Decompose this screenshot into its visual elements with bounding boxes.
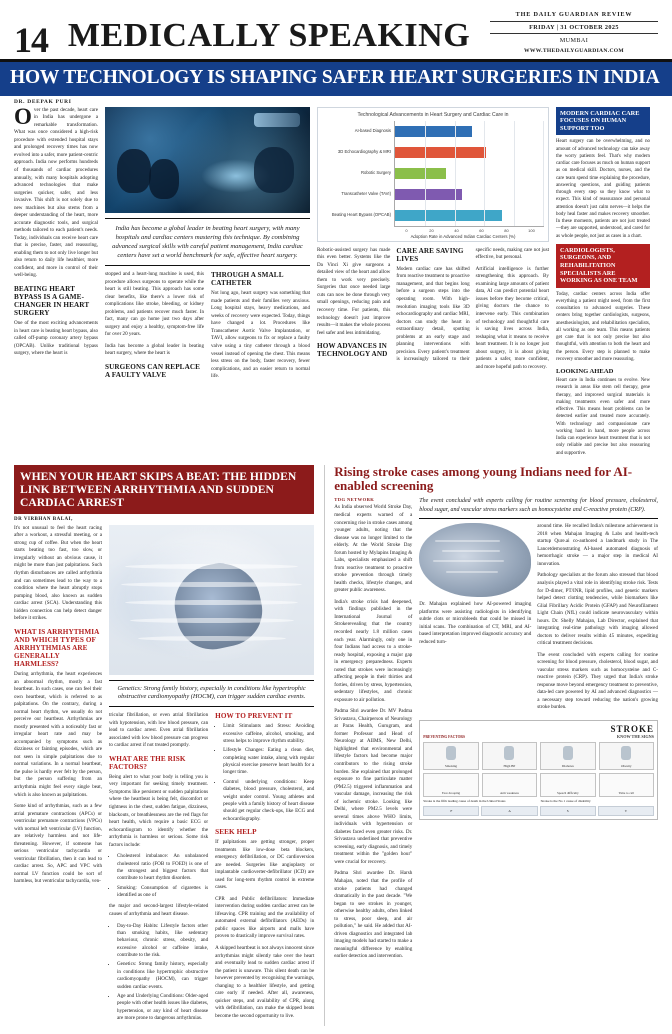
body-para-c2b: Robotic-assisted surgery has made this even better. Systems like the Da Vinci Xi give surgeons a detailed view of the heart and allow them to work very precisely. Surgeries that once needed large cuts can now be done through very small openings, reducing pain and recovery time. For patients, this technology doesn't just improve results—it makes the whole process feel safer and less intimidating. bbox=[317, 246, 391, 336]
pull-quote: India has become a global leader in beating heart surgery, with many hospitals and cardiac centers mastering this technique. By combining advanced surgical skills with careful patient management, India cardiac centers have set a world benchmark for safe, effective heart surgery. bbox=[105, 218, 310, 266]
lead-column bbox=[14, 103, 98, 461]
surgeon-figure bbox=[149, 159, 179, 199]
stroke-para-2: India's stroke crisis had deepened, with findings published in the International Journal of Strokerevealing that the country recorded nearly 1.8 million cases each year. Alarmingly, only one in four Indians had access to a stroke-ready hospital, exposing a major gap in emergency preparedness. Experts noted that strokes were increasingly affecting people in their thirties and forties, driven by stress, hypertension, sedentary lifestyles, and chronic exposure to air pollution. bbox=[334, 598, 413, 703]
stroke-para-5: Dr. Mahajan explained how AI-powered imaging platforms were assisting radiologists in identifying subtle clots or microbleeds that could be missed in initial scans. The combination of CT, MRI, and AI-based interpretation improved diagnostic accuracy and reduced turn- bbox=[419, 601, 532, 645]
chart-tick-label: Beating Heart Bypass (OPCAB) bbox=[331, 211, 391, 217]
fast-letter: S bbox=[540, 806, 596, 816]
body-para-c2: Not long ago, heart surgery was something that made patients and their families very anxious. Long hospital stays, heavy medications, and weeks of recovery were expected. Today, things have changed a lot. Procedures like Transcatheter Aortic Valve Implantation, or TAVI, allow surgeons to fix or replace a faulty valve using a tiny catheter through a blood vessel instead of opening the chest. This means less stress on the body, faster recovery, fewer complications, and an easier return to normal life. bbox=[211, 290, 310, 380]
chart-x-label: Adoption Rate in Advanced Indian Cardiac Centers (%) bbox=[410, 233, 516, 239]
risk-chip-label: High BP bbox=[503, 764, 516, 768]
sign-card-label: Speech difficulty bbox=[556, 791, 579, 795]
infographic-sign-row bbox=[423, 773, 654, 797]
infographic-note-2: Stroke is the No 1 cause of disability bbox=[540, 799, 591, 803]
subhead-valve: SURGEONS CAN REPLACE A FAULTY VALVE THROUGH A SMALL CATHETER bbox=[105, 271, 284, 380]
chart-tick-label: AI-based Diagnosis bbox=[354, 127, 391, 133]
risk-chip-label: Obesity bbox=[621, 764, 632, 768]
arr-para-c6: CPR and Public defibrillators: Immediate intervention during sudden cardiac arrest can be lifesaving. CPR training and the availability of automated external defibrillators (AEDs) in public spaces like airports and malls have proven to drastically improve survival rates. bbox=[215, 895, 315, 940]
rail-head-1: MODERN CARDIAC CARE FOCUSES ON HUMAN SUPPORT TOO bbox=[556, 107, 650, 136]
list-item: • Limit Stimulants and Stress: Avoiding excessive caffeine, alcohol, smoking, and stress helps to improve rhythm stability. bbox=[223, 723, 314, 745]
arr-para-c2: tricular fibrillation, or even atrial fibrillation with hypotension, with low blood pressure, can lead to cardiac arrest. Even atrial fibrillation associated with low blood pressure can progress to cardiac arrest if not treated promptly. bbox=[109, 712, 209, 749]
chart-xtick: 60 bbox=[479, 227, 484, 233]
website-url[interactable]: WWW.THEDAILYGUARDIAN.COM bbox=[523, 47, 625, 54]
sign-card bbox=[540, 773, 595, 797]
infographic-pre-label: PREVENTING FACTORS bbox=[423, 735, 465, 739]
rail-head-3: LOOKING AHEAD bbox=[556, 368, 614, 376]
sign-card-label: Arm weakness bbox=[499, 791, 519, 795]
hero-headline: HOW TECHNOLOGY IS SHAPING SAFER HEART SURGERIES IN INDIA bbox=[10, 67, 660, 89]
risk-chip-label: Diabetes bbox=[561, 764, 574, 768]
top-article-grid bbox=[0, 103, 672, 461]
arr-para-c3: Being alert to what your body is telling you is very important for seeking timely treatment. Symptoms like persistent or sudden palpitations where the heartbeat is being felt, discomfort or tightness in the chest, sudden fatigue, dizziness, blackouts, or breathlessness are the red flags for heart health, which require a basic ECG or echocardiogram to identify whether the arrhythmia is harmless or serious. Some risk factors include: bbox=[109, 773, 209, 848]
section-title: MEDICALLY SPEAKING bbox=[67, 17, 471, 55]
list-item: • Genetics: Strong family history, especially in conditions like hypertrophic obstructive cardiomyopathy (HOCM), can trigger sudden cardiac events. bbox=[117, 961, 208, 991]
chart-tick-label: Transcatheter Valve (TAVI) bbox=[341, 190, 391, 196]
rail-para-3: Heart care in India continues to evolve. New research in areas like stem cell therapy, gene therapy, and improved surgical materials is making treatments even safer and more effective. This means heart problems can be detected earlier and treated more accurately. With technology and compassionate care working hand in hand, more people across India can experience heart treatment that is not only reliable and precise but also reassuring and supportive. bbox=[556, 378, 650, 456]
hero-byline: DR. DEEPAK PURI bbox=[14, 98, 72, 105]
arr-para-1: It's not unusual to feel the heart racing after a workout, a stressful meeting, or a strong cup of coffee. But when the heart starts beating too fast, too slow, or irregularly without an obvious cause, it might be more than just palpitations. Such rhythm disturbances are called arrhythmia and can sometimes lead to the way to a condition where the heart abruptly stops pumping blood, also known as sudden cardiac arrest (SCA). Understanding this hidden connection can help detect danger before it strikes. bbox=[14, 524, 102, 622]
surgeon-figure bbox=[117, 149, 151, 193]
list-item: • Age and Underlying Conditions: Older-aged people with other health issues like diabetes, hypertension, or any kind of heart disease are more prone to dangerous arrhythmias. bbox=[117, 993, 208, 1023]
stroke-para-7: Pathology specialists at the forum also stressed that blood analysis played a vital role in identifying stroke risk. Tests for D-dimer, PT/INR, lipid profiles, and genetic markers helped detect clotting tendencies, while biomarkers like Glial Fibrillary Acidic Protein (GFAP) and Neurofilament Light Chain (NfL) could indicate neurovasculary within hours. Dr. Shelly Mahajan, Lab Director, explained that integrating real-time pathology with imaging allowed doctors to deliver results within 45 minutes, expediting critical treatment decisions. bbox=[537, 572, 658, 647]
paper-name: THE DAILY GUARDIAN REVIEW bbox=[515, 11, 633, 18]
arrhythmia-headline: WHEN YOUR HEART SKIPS A BEAT: THE HIDDEN LINK BETWEEN ARRHYTHMIA AND SUDDEN CARDIAC ARREST bbox=[14, 465, 314, 514]
chart-bar bbox=[395, 147, 486, 158]
chart-bars bbox=[394, 121, 544, 226]
sign-card bbox=[423, 773, 478, 797]
hero-banner bbox=[0, 62, 672, 95]
chart-column bbox=[317, 107, 549, 461]
arrhythmia-article bbox=[14, 465, 314, 1026]
risk-chip bbox=[540, 742, 595, 770]
body-para-c3b: Artificial intelligence is further strengthening this approach. By examining large amounts of patient data, AI can predict potential heart issues before they become critical, giving doctors the chance to intervene early. This combination of technology and thoughtful care is saving lives across India, reshaping what it means to receive heart treatment. It is no longer just about surgery, it is about giving patients a safer, more confident, and more hopeful path to recovery. bbox=[475, 265, 549, 370]
list-item: • Cholesterol imbalance: An unbalanced cholesterol ratio (FOB to FOED) is one of the strongest and biggest factors that contribute to heart rhythm disorders. bbox=[117, 853, 208, 883]
subhead-bypass: BEATING HEART BYPASS IS A GAME-CHANGER IN HEART SURGERY bbox=[14, 284, 90, 318]
infographic-note-1: Stroke is the fifth leading cause of death in the United States bbox=[423, 799, 506, 803]
stroke-para-8: The event concluded with experts calling for routine screening for blood pressure, cholesterol, blood sugar, and vascular stress markers such as homocysteine and C-reactive protein (CRP). They urged that India's stroke response move beyond emergency treatment to preventive, data-led care powered by AI and advanced diagnostics — a necessary step toward reducing the nation's growing stroke burden. bbox=[537, 651, 658, 711]
sign-card bbox=[599, 773, 654, 797]
risk-factor-list-2 bbox=[117, 923, 208, 1023]
chart-x-axis bbox=[394, 226, 544, 233]
brain-scan-image bbox=[419, 523, 531, 597]
chart-bar bbox=[395, 189, 462, 200]
chart-tick-label: Robotic Surgery bbox=[360, 169, 391, 175]
photo-and-body-column bbox=[105, 107, 310, 461]
chart-xtick: 80 bbox=[504, 227, 509, 233]
surgeon-figure bbox=[254, 147, 294, 193]
arr-para-c7: A skipped heartbeat is not always innocent since arrhythmias might silently take over the heart and eventually lead to sudden cardiac arrest if the patient is unaware. This silent death can be however prevented by recognising the warnings, changing to a healthier lifestyle, and getting care early if needed. After all, awareness, quicker steps, and availability of CPR, along with defibrillation, can make the skipped beats become the second opportunity to live. bbox=[215, 945, 315, 1019]
rail-head-2: CARDIOLOGISTS, SURGEONS, AND REHABILITATION SPECIALISTS ARE WORKING AS ONE TEAM bbox=[556, 244, 650, 288]
risk-chip-label: Smoking bbox=[444, 764, 458, 768]
chart-tick-label: 3D Echocardiography & MRI bbox=[337, 148, 391, 154]
chart-bar bbox=[395, 126, 472, 137]
lower-section bbox=[0, 461, 672, 1034]
sign-card-label: Face drooping bbox=[441, 791, 461, 795]
chart-column-text bbox=[317, 247, 549, 372]
stroke-para-3: Padma Shri awardee Dr. MV Padma Srivastava, Chairperson of Neurology at Paras Health, Gurugram, and former Professor and Head of Neurology at AIIMS, New Delhi, highlighted that environmental and lifestyle factors had become major contributors to the rising stroke burden. She explained that prolonged exposure to fine particulate matter (PM2.5) triggered inflammation and vascular damage, increasing the risk of ischemic stroke. Looking like Delhi, where PM2.5 levels were several times above WHO limits, individuals with hypertension or diabetes faced even greater risks. Dr. Srivastava underlined that preventive screening, early diagnosis, and timely treatment within the "golden hour" were crucial for recovery. bbox=[334, 708, 413, 865]
lead-paragraph-2: One of the most exciting advancements in heart care is beating heart bypass, also called off-pump coronary artery bypass (OPCAB). Unlike traditional bypass surgery, where the heart is bbox=[14, 320, 98, 357]
arr-para-2: During arrhythmia, the heart experiences an abnormal rhythm, mostly a fast heartbeat. In such cases, one can feel their own heartbeat, which is referred to as palpitations. On the contrary, during a normal heart rhythm, we usually do not perceive our heartbeat. Arrhythmias are mostly presented with a noticeably fast or irregular heart rate and may be accompanied by symptoms such as dizziness or fainting episodes, which are not seen in simple palpitations due to normal variations. In a normal heartbeat, the pulse is hardly ever felt by the person, but the person suffering from an arrhythmia might feel every single beat, which is also known as palpitations. bbox=[14, 671, 102, 798]
sign-card-label: Time to call bbox=[618, 791, 634, 795]
rail-para-2: Today, cardiac centers across India offer everything a patient might need, from the first consultation to advanced surgeries. These centers bring together cardiologists, surgeons, anesthesiologists, and rehabilitation specialists, all working as one team. This means patients get care that is not only precise but also thoughtful, with attention to both the heart and the person. Every step is planned to make recovery smoother and more reassuring. bbox=[556, 291, 650, 362]
prevention-list bbox=[223, 723, 314, 823]
stroke-credit: TDG NETWORK bbox=[334, 497, 375, 503]
stroke-infographic bbox=[419, 720, 658, 820]
chart-category-labels bbox=[322, 121, 394, 226]
xray-caption: Genetics: Strong family history, especially in conditions like hypertrophic obstructive cardiomyopathy (HOCM), can trigger sudden cardiac events. bbox=[109, 680, 314, 707]
subhead-advances: HOW ADVANCES IN TECHNOLOGY AND CARE ARE SAVING LIVES bbox=[317, 246, 464, 359]
chart-plot-area bbox=[322, 121, 544, 226]
date-line: FRIDAY | 31 OCTOBER 2025 bbox=[490, 21, 658, 34]
chart-xtick: 0 bbox=[405, 227, 408, 233]
heart-shape bbox=[167, 556, 269, 656]
surgical-lamp bbox=[254, 113, 300, 127]
chart-figure bbox=[317, 107, 549, 242]
page-number: 14 bbox=[14, 20, 48, 61]
chart-xtick: 20 bbox=[429, 227, 434, 233]
arr-subhead-4: SEEK HELP bbox=[215, 828, 257, 837]
arr-subhead-1: WHAT IS ARRHYTHMIA AND WHICH TYPES OF ARRHYTHMIAS ARE GENERALLY HARMLESS? bbox=[14, 627, 100, 668]
stroke-para-1: As India observed World Stroke Day, medical experts warned of a concerning rise in stroke cases among younger adults, noting that the disease was no longer limited to the elderly. At the World Stroke Day forum hosted by Mylapins Imaging & Labs, specialists emphasized a shift from reactive treatment to proactive stroke prevention through timely health checks, lifestyle changes, and greater public awareness. bbox=[334, 504, 413, 594]
arr-para-c5: If palpitations are getting stronger, proper treatments like low-dose beta blockers, emergency defibrillation, or DC cardioversion are needed. Surgeries like angioplasty or implantable cardioverter-defibrillator (ICD) are used for long-term rhythm control in extreme cases. bbox=[215, 839, 315, 891]
risk-factor-list bbox=[117, 853, 208, 899]
right-rail bbox=[556, 107, 650, 461]
lead-paragraph: Over the past decade, heart care in India has undergone a remarkable transformation. What was once considered a high-risk procedure with extended hospital stays and prolonged recovery times has now evolved into a safer, more patient-centric approach. India now performs hundreds of thousands of cardiac procedures annually, with many hospitals adopting advanced technologies that make surgeries quicker, safer, and less invasive. This shift is not solely due to new machines but also stems from a deeper understanding of the heart, more accurate diagnostic tools, and surgical methods tailored to each patient's needs. Today, individuals can receive heart care that is precise, faster, and reassuring, enabling them to not only live longer but also return to daily life healthier, more confident, and more in control of their well-being. bbox=[14, 103, 98, 279]
chart-bar bbox=[395, 210, 502, 221]
arr-para-3: Some kind of arrhythmias, such as a few atrial premature contractions (APCs) or ventricular premature contractions (VPCs) with normal left ventricular (LV) function, are relatively harmless and not life-threatening. However, if someone has serious ventricular tachycardia or ventricular fibrillation, then it can lead to cardiac arrest. So, APC and VPC with normal LV function could be sort of harmless, but ventricular tachycardia, ven- bbox=[14, 803, 102, 885]
risk-chip bbox=[599, 742, 654, 770]
fast-letter: T bbox=[598, 806, 654, 816]
infographic-subtitle: KNOW THE SIGNS bbox=[616, 734, 654, 739]
body-para-c3: Modern cardiac care has shifted from reactive treatment to proactive management, and that begins long before a surgeon steps into the operating room. With high-resolution imaging tools like 3D echocardiography and cardiac MRI, doctors can study the heart in extraordinary detail, spotting problems at an early stage and planning interventions with precision. Every patient's treatment is increasingly tailored to their specific needs, making care not just effective, but personal. bbox=[396, 246, 549, 363]
surgery-photo bbox=[105, 107, 310, 213]
stroke-para-6: around time. He recalled India's milestone achievement in 2018 when Mahajan Imaging & Labs and health-tech startup Qure.ai co-authored a landmark study in The Lancetdemonstrating AI-based automated diagnosis of hemorrhagic stroke — a major step in medical AI innovation. bbox=[537, 523, 658, 567]
arr-para-c4: the major and second-largest lifestyle-related causes of arrhythmia and heart disease. bbox=[109, 903, 209, 917]
stroke-article bbox=[324, 465, 658, 1026]
risk-chip bbox=[423, 742, 478, 770]
chart-xtick: 40 bbox=[454, 227, 459, 233]
chart-bar bbox=[395, 168, 446, 179]
arr-subhead-2: WHAT ARE THE RISK FACTORS? bbox=[109, 754, 186, 771]
chart-xtick: 100 bbox=[528, 227, 535, 233]
body-two-column bbox=[105, 271, 310, 382]
list-item: • Smoking: Consumption of cigarettes is identified as one of bbox=[117, 885, 208, 900]
stroke-para-4: Padma Shri awardee Dr. Harsh Mahajan, noted that the profile of stroke patients had changed dramatically in the past decade. "We began to see strokes in younger, otherwise healthy adults, often linked to stress, poor sleep, and air pollution," he said. He added that AI-driven diagnostics and integrated lab imaging models had started to make a meaningful difference by enabling earlier detection and intervention. bbox=[334, 870, 413, 960]
body-para-c1: stopped and a heart-lung machine is used, this procedure allows surgeons to operate while the heart is still beating. This approach has some clear benefits, like there's a lower risk of complications like stroke, bleeding, or kidney problems, and patients recover much faster. In fact, many can go home just two days after surgery and enjoy a healthy, symptom-free life for over 20 years. bbox=[105, 271, 204, 338]
list-item: • Control underlying conditions: Keep diabetes, blood pressure, cholesterol, and weight under control. Young athletes and people with a family history of heart disease should get regular check-ups, like ECG and echocardiography. bbox=[223, 779, 314, 823]
sign-card bbox=[482, 773, 537, 797]
stroke-headline: Rising stroke cases among young Indians need for AI-enabled screening bbox=[334, 463, 633, 494]
list-item: • Day-to-Day Habits: Lifestyle factors other than smoking habits, like sedentary behaviour, chronic stress, obesity, and excessive alcohol or caffeine intake, contribute to the risk. bbox=[117, 923, 208, 960]
fast-letter: F bbox=[423, 806, 479, 816]
arr-subhead-3: HOW TO PREVENT IT bbox=[215, 712, 293, 721]
infographic-title: STROKE bbox=[610, 724, 654, 734]
city: MUMBAI bbox=[559, 36, 589, 44]
arr-two-column bbox=[109, 712, 314, 1026]
list-item: • Lifestyle Changes: Eating a clean diet, completing water intake, along with regular physical exercise preserve heart health for a longer time. bbox=[223, 747, 314, 777]
arrhythmia-byline: DR VIRBHAN BALAI, bbox=[14, 516, 73, 522]
chart-title: Technological Advancements in Heart Surgery and Cardiac Care in bbox=[357, 111, 509, 118]
chest-xray-image bbox=[109, 525, 314, 675]
infographic-risk-chips bbox=[423, 742, 654, 770]
risk-chip bbox=[482, 742, 537, 770]
rail-para-1: Heart surgery can be overwhelming, and no amount of advanced technology can take away the worry patients feel. That's why modern cardiac care focuses as much on human support as on medical skill. Doctors, nurses, and the care team spend time explaining the procedure, answering questions, and guiding patients through every step so they know what to expect. This kind of reassurance and personal attention doesn't just calm nerves—it helps the body heal faster and makes recovery smoother. In these moments, patients are not just treated—they are supported, understood, and cared for as whole people, not just as cases in a chart. bbox=[556, 139, 650, 239]
body-para-c1b: India has become a global leader in beating heart surgery, where the heart is bbox=[105, 342, 204, 357]
masthead bbox=[0, 0, 672, 62]
fast-letter: A bbox=[481, 806, 537, 816]
fast-acronym bbox=[423, 806, 654, 816]
stroke-lead-quote: The event concluded with experts calling for routine screening for blood pressure, cholesterol, blood sugar, and vascular stress markers such as homocysteine and C-reactive protein (CRP). bbox=[419, 497, 658, 519]
masthead-info bbox=[490, 10, 658, 55]
